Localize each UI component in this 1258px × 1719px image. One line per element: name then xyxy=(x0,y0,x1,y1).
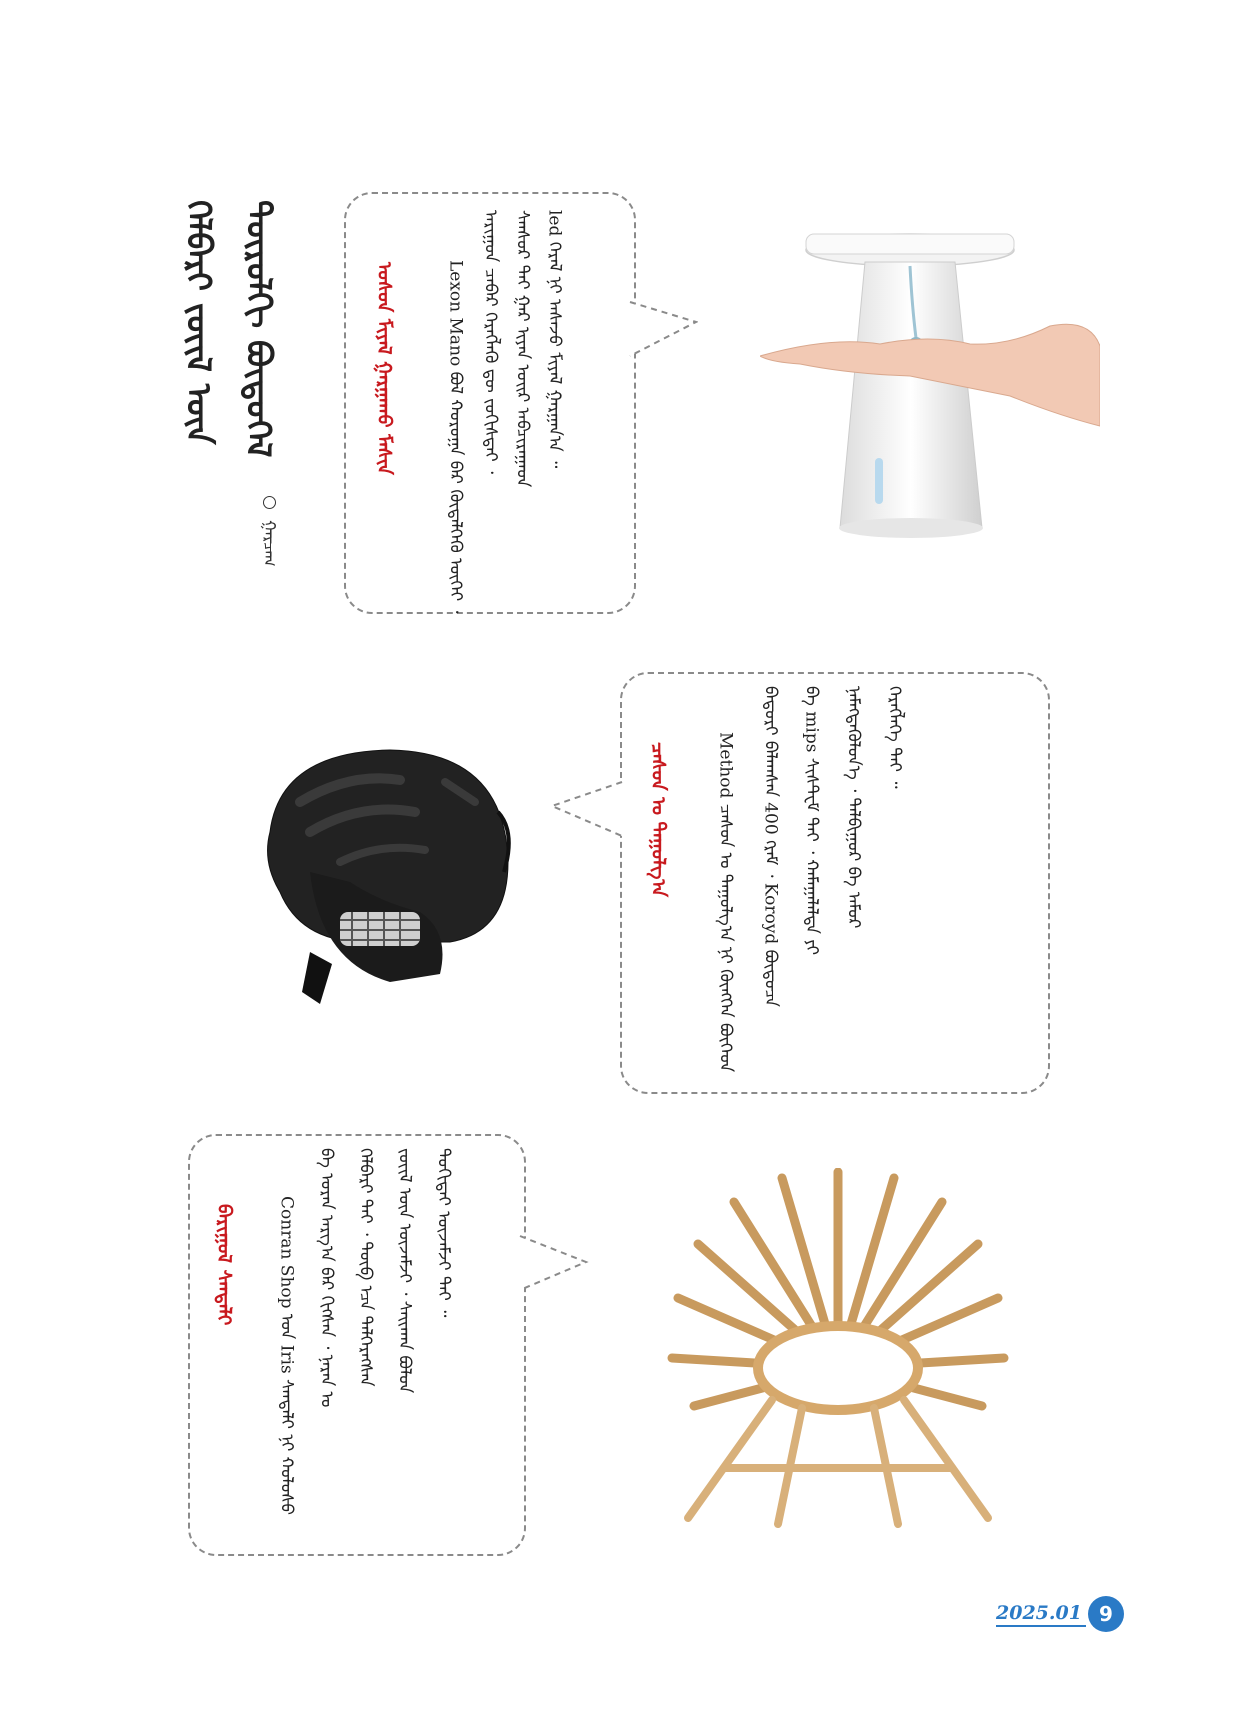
product-text-line: ᠲᠣᠬᠢᠲᠠᠢ ᠦᠵᠡᠮᠵᠢ ᠲᠠᠢ ᠃ xyxy=(433,1148,454,1318)
helmet-image xyxy=(240,742,530,1012)
product-text-line: ᠠᠷᠢᠭᠤᠨ ᠴᠡᠪᠡᠷ ᠬᠡᠷᠡᠭᠯᠡᠬᠦ ᠳᠦ ᠵᠣᠬᠢᠰᠲᠠᠢ ᠂ xyxy=(480,210,501,474)
product-text-line: ᠪᠠ mips ᠰᠢᠰᠲᠸᠮ ᠲᠠᠢ ᠂ ᠬᠠᠮᠠᠭᠠᠯᠠᠯᠲᠠ ᠶᠢ xyxy=(801,686,822,956)
product-text-line: ᠬᠡᠷᠡᠭᠯᠡᠭᠡ ᠲᠠᠢ ᠃ xyxy=(884,686,905,789)
page-number: 9 xyxy=(1088,1596,1124,1632)
page-title: ᠬᠡᠯᠪᠡᠷᠢ ᠵᠦᠢᠯ ᠦᠨ ᠲᠥᠷᠥᠯᠬᠢ ᠪᠦᠲᠦᠭᠡᠯ xyxy=(178,200,278,458)
circle-icon xyxy=(263,496,276,509)
bubble-pointer xyxy=(548,780,624,840)
product-bubble-soap-dispenser xyxy=(344,192,636,614)
issue-number: 2025.01 xyxy=(996,1602,1086,1627)
product-bubble-chair xyxy=(188,1134,526,1556)
product-bubble-helmet xyxy=(620,672,1050,1094)
author-name: ᠭᠠᠷᠴᠠᠭ xyxy=(260,520,279,567)
author-line xyxy=(255,496,283,586)
soap-dispenser-image xyxy=(760,226,1100,546)
product-text-line: ᠰᠡᠨᠰᠣᠷ ᠲᠠᠢ ᠭᠠᠷ ᠢᠶᠠᠨ ᠣᠢᠷ ᠠᠪᠴᠢᠷᠠᠭᠠᠳ xyxy=(512,210,533,488)
product-text-line: Lexon Mano ᠪᠣᠯ ᠬᠣᠷᠣᠭᠠ ᠪᠠᠷ ᠬᠦᠳᠡᠯᠭᠡᠬᠦ ᠦᠭᠡᠢ ᠂ xyxy=(445,260,466,614)
product-text-line: ᠪᠠ ᠤᠷᠠᠨ ᠠᠷᠭ᠎ᠠ ᠪᠠᠷ ᠬᠢᠭᠰᠡᠨ ᠂ ᠨᠠᠷᠠᠨ ᠤ xyxy=(316,1148,337,1408)
product-name: ᠪᠠᠷᠢᠭᠤᠯ ᠰᠠᠨᠳᠠᠯᠢ xyxy=(212,1204,235,1326)
bubble-pointer xyxy=(518,1234,590,1294)
page-footer xyxy=(996,1596,1124,1632)
product-name: ᠴᠠᠰᠤᠨ ᠤ ᠳᠠᠭᠤᠯᠭ᠎ᠠ xyxy=(646,742,669,898)
product-text-line: ᠪᠠᠳᠤᠷᠢ ᠪᠠᠯᠠᠭᠰᠠᠨ 400 ᠭᠷᠠᠮ ᠂ Koroyd ᠪᠦᠲᠦᠴᠡ xyxy=(760,686,781,1007)
product-text-line: ᠬᠡᠯᠪᠡᠷᠢ ᠲᠠᠢ ᠂ ᠲᠥᠪ ᠡᠴᠡ ᠳᠡᠯᠭᠡᠷᠡᠭᠰᠡᠨ xyxy=(355,1148,376,1387)
product-text-line: led ᠭᠡᠷᠡᠯ ᠨᠢ ᠠᠰᠠᠵᠤ ᠮᠢᠶᠠᠯ ᠭᠠᠷᠭᠠᠨ᠎ᠠ ᠃ xyxy=(544,210,565,469)
product-text-line: ᠵᠦᠢᠯ ᠦᠨ ᠦᠵᠡᠮᠵᠢ ᠂ ᠰᠠᠢᠬᠠᠨ ᠪᠣᠯᠤᠨ xyxy=(394,1148,415,1394)
product-text-line: ᠨᠡᠮᠡᠭᠳᠡᠭᠦᠯᠦᠨ᠎ᠡ ᠂ ᠲᠠᠯᠪᠢᠭᠤᠷ ᠪᠠ ᠠᠮᠤᠷ xyxy=(843,686,864,929)
product-text-line: Conran Shop ᠤᠨ Iris ᠰᠠᠨᠳᠠᠯᠢ ᠨᠢ ᠬᠤᠯᠤᠰᠤ xyxy=(276,1196,297,1515)
product-text-line: Method ᠴᠠᠰᠤᠨ ᠤ ᠳᠠᠭᠤᠯᠭ᠎ᠠ ᠨᠢ ᠬᠥᠩᠭᠡᠨ ᠪᠥᠭᠡᠳ xyxy=(715,732,736,1073)
product-name: ᠤᠰᠤᠨ ᠮᠢᠶᠠᠯ ᠭᠠᠷᠭᠠᠬᠤ ᠮᠠᠰᠢᠨ xyxy=(372,262,395,475)
bubble-pointer xyxy=(628,300,698,360)
chair-image xyxy=(652,1168,1024,1528)
